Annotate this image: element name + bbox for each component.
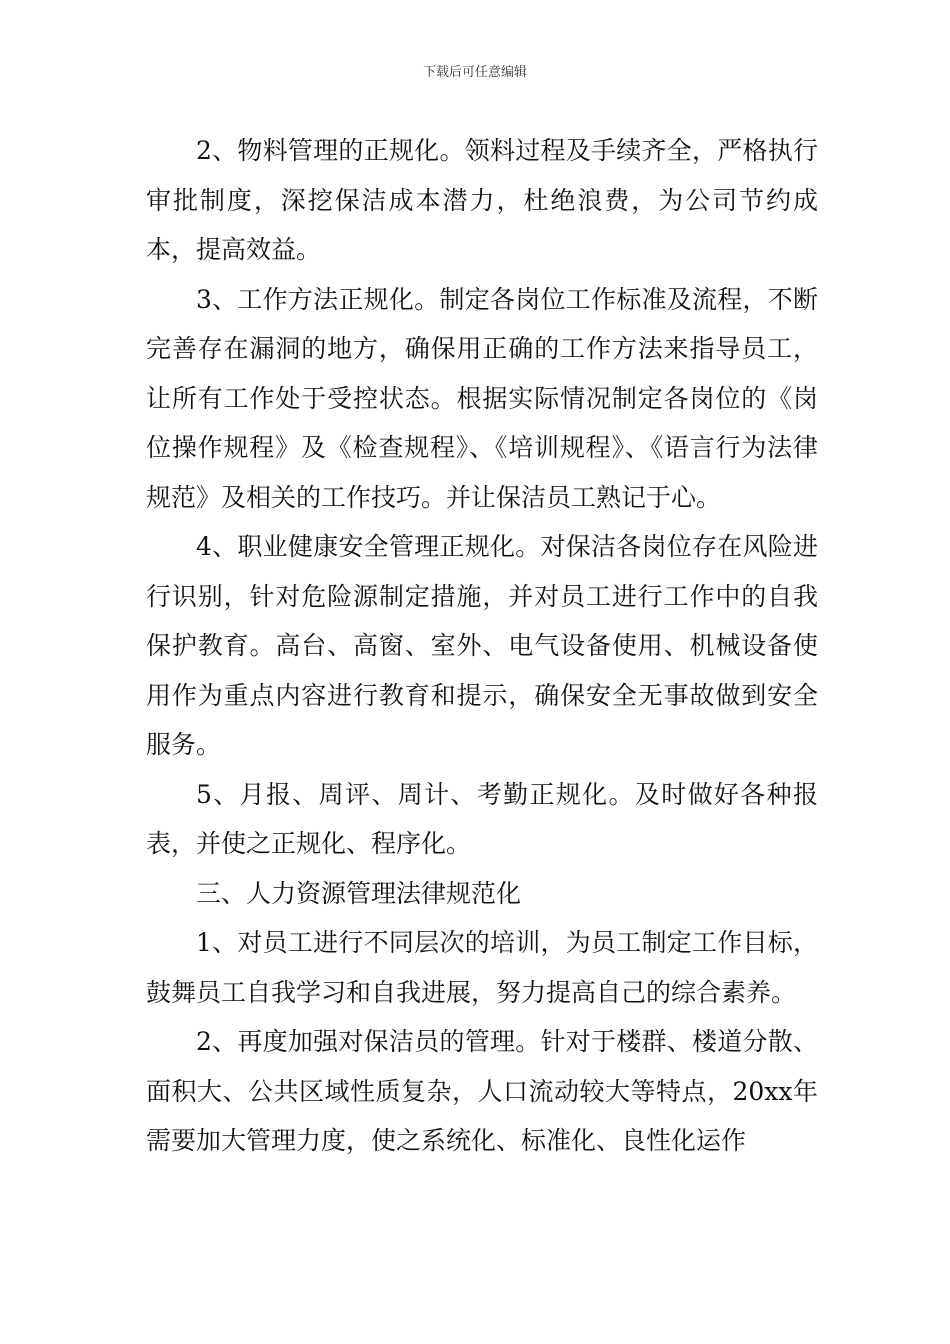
- paragraph-occupational-safety: 4、职业健康安全管理正规化。对保洁各岗位存在风险进行识别，针对危险源制定措施，并对员工进行工作中的自我保护教育。高台、高窗、室外、电气设备使用、机械设备使用作为重点内容进行教育和提示，确保安全无事故做到安全服务。: [146, 532, 818, 759]
- paragraph-work-method: 3、工作方法正规化。制定各岗位工作标准及流程，不断完善存在漏洞的地方，确保用正确的工作方法来指导员工，让所有工作处于受控状态。根据实际情况制定各岗位的《岗位操作规程》及《检查规程》、《培训规程》、《语言行为法律规范》及相关的工作技巧。并让保洁员工熟记于心。: [146, 284, 818, 512]
- page-header-note: 下载后可任意编辑: [422, 65, 527, 80]
- paragraph-training: 1、对员工进行不同层次的培训，为员工制定工作目标，鼓舞员工自我学习和自我进展，努力提高自己的综合素养。: [146, 928, 818, 1007]
- paragraph-reports-attendance: 5、月报、周评、周计、考勤正规化。及时做好各种报表，并使之正规化、程序化。: [146, 779, 818, 858]
- section-heading-hr: 三、人力资源管理法律规范化: [196, 878, 522, 908]
- document-body: [146, 126, 818, 1166]
- paragraph-material-management: 2、物料管理的正规化。领料过程及手续齐全，严格执行审批制度，深挖保洁成本潜力，杜绝浪费，为公司节约成本，提高效益。: [146, 136, 818, 264]
- paragraph-cleaner-management: 2、再度加强对保洁员的管理。针对于楼群、楼道分散、面积大、公共区域性质复杂，人口流动较大等特点，20xx年需要加大管理力度，使之系统化、标准化、良性化运作: [146, 1027, 818, 1155]
